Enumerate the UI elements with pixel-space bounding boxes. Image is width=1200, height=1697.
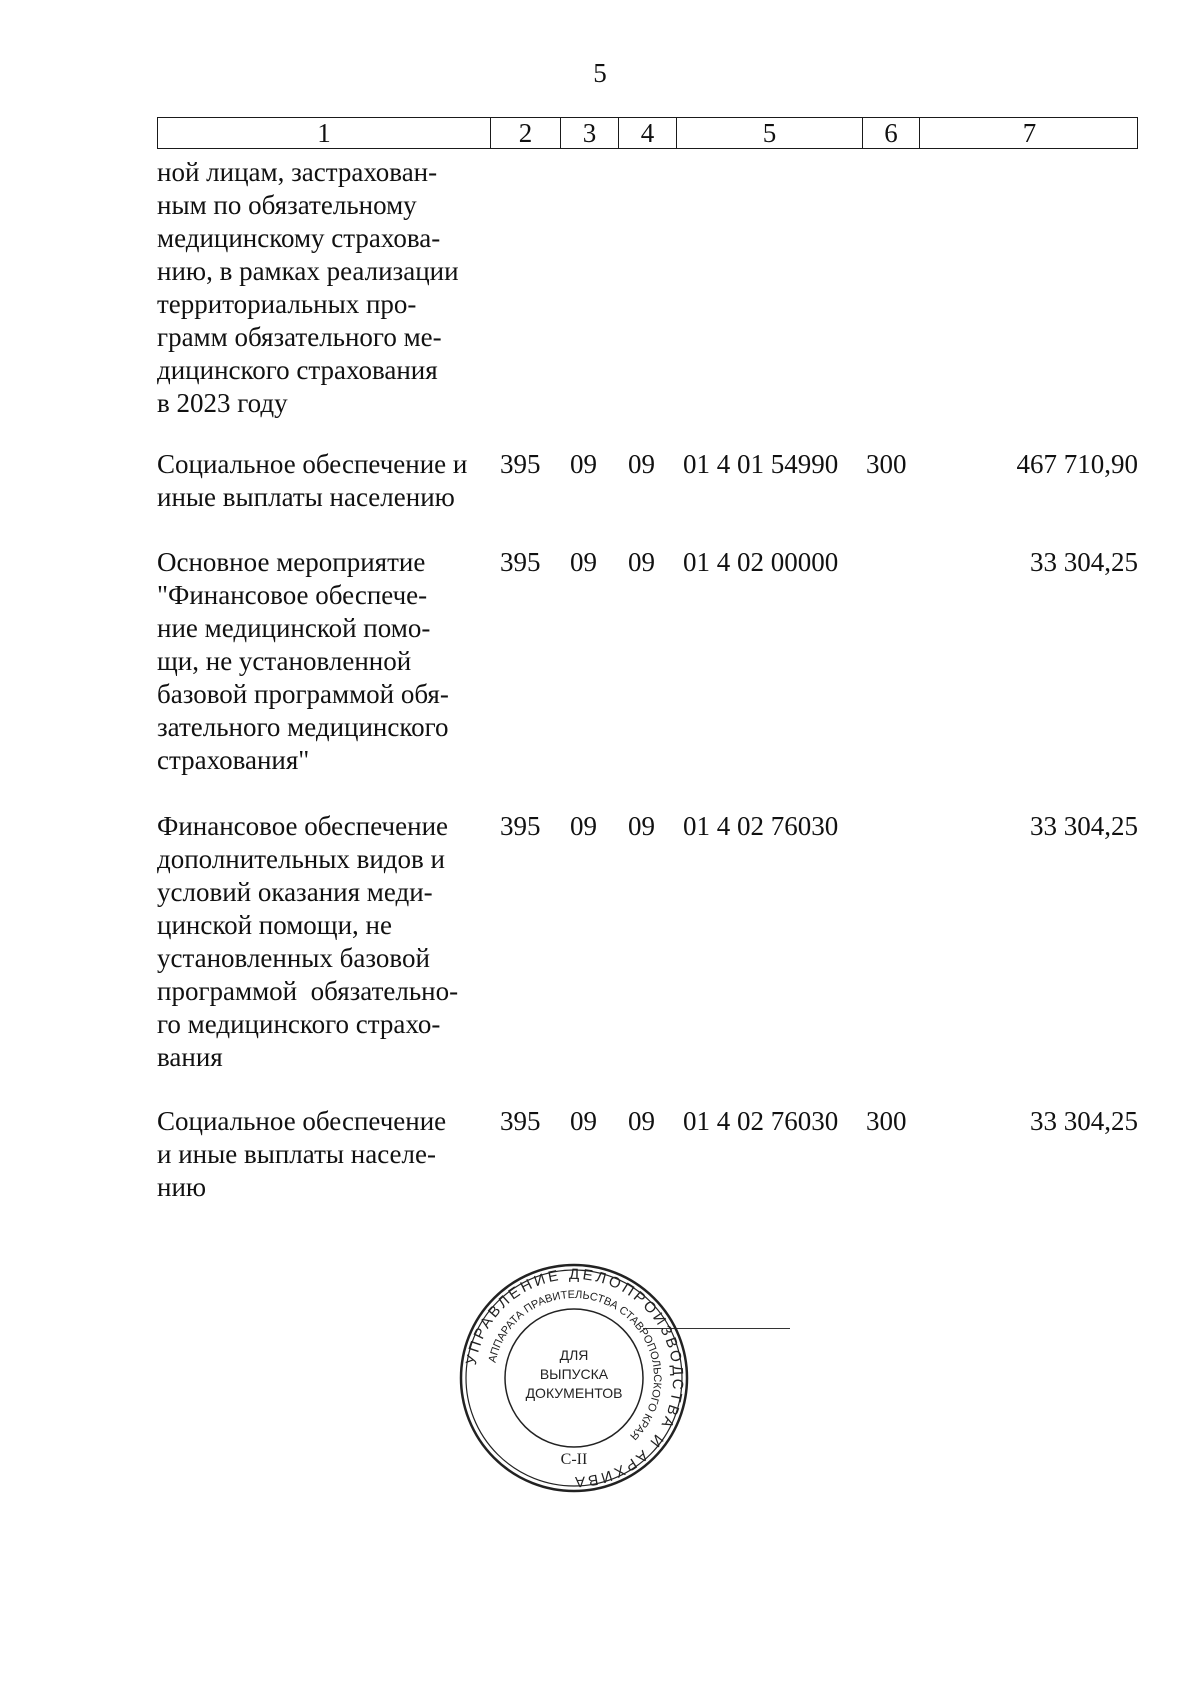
seal-code: С-II <box>560 1451 588 1468</box>
row-description: Социальное обеспечение и иные выплаты населению <box>157 449 468 512</box>
column-header-6: 6 <box>862 118 919 148</box>
page-number: 5 <box>593 58 607 88</box>
seal-center-line-2: ВЫПУСКА <box>539 1366 609 1382</box>
cell-target-article: 01 4 01 54990 <box>683 449 839 479</box>
cell-subsection: 09 <box>628 449 655 479</box>
cell-admin-code: 395 <box>500 547 541 577</box>
column-header-4: 4 <box>618 118 676 148</box>
cell-amount: 33 304,25 <box>1030 1106 1138 1136</box>
row-description: Финансовое обеспечение дополнительных видов и условий оказания меди- цинской помощи, не установленных базовой программой обязательно- го медицинского страхо- вания <box>157 811 459 1072</box>
cell-section: 09 <box>570 811 597 841</box>
column-header-2: 2 <box>490 118 560 148</box>
cell-admin-code: 395 <box>500 811 541 841</box>
column-header-3: 3 <box>560 118 618 148</box>
cell-admin-code: 395 <box>500 1106 541 1136</box>
cell-amount: 33 304,25 <box>1030 811 1138 841</box>
column-header-7: 7 <box>919 118 1139 148</box>
column-header-1: 1 <box>317 118 331 148</box>
column-header-5: 5 <box>676 118 862 148</box>
seal-inner-text: АППАРАТА ПРАВИТЕЛЬСТВА СТАВРОПОЛЬСКОГО КРАЯ <box>486 1288 664 1443</box>
cell-amount: 467 710,90 <box>1016 449 1138 479</box>
cell-expense-type: 300 <box>866 449 907 479</box>
cell-section: 09 <box>570 1106 597 1136</box>
cell-section: 09 <box>570 449 597 479</box>
seal-center-line-3: ДОКУМЕНТОВ <box>525 1385 623 1401</box>
cell-amount: 33 304,25 <box>1030 547 1138 577</box>
cell-subsection: 09 <box>628 1106 655 1136</box>
official-seal-stamp <box>458 1262 690 1494</box>
seal-graphic <box>458 1262 690 1494</box>
cell-target-article: 01 4 02 76030 <box>683 811 839 841</box>
cell-target-article: 01 4 02 76030 <box>683 1106 839 1136</box>
row-description: Основное мероприятие "Финансовое обеспече- ние медицинской помо- щи, не установленной базовой программой обя- зательного медицинского страхования" <box>157 547 449 775</box>
cell-target-article: 01 4 02 00000 <box>683 547 839 577</box>
seal-outer-text: УПРАВЛЕНИЕ ДЕЛОПРОИЗВОДСТВА И АРХИВА <box>462 1265 687 1491</box>
row-description: ной лицам, застрахован- ным по обязательному медицинскому страхова- нию, в рамках реализации территориальных про- грамм обязательного ме- дицинского страхования в 2023 году <box>157 157 459 418</box>
cell-subsection: 09 <box>628 547 655 577</box>
cell-subsection: 09 <box>628 811 655 841</box>
column-header-row <box>157 117 1138 149</box>
cell-section: 09 <box>570 547 597 577</box>
cell-admin-code: 395 <box>500 449 541 479</box>
row-description: Социальное обеспечение и иные выплаты населе- нию <box>157 1106 447 1202</box>
cell-expense-type: 300 <box>866 1106 907 1136</box>
seal-center-line-1: ДЛЯ <box>559 1347 589 1363</box>
